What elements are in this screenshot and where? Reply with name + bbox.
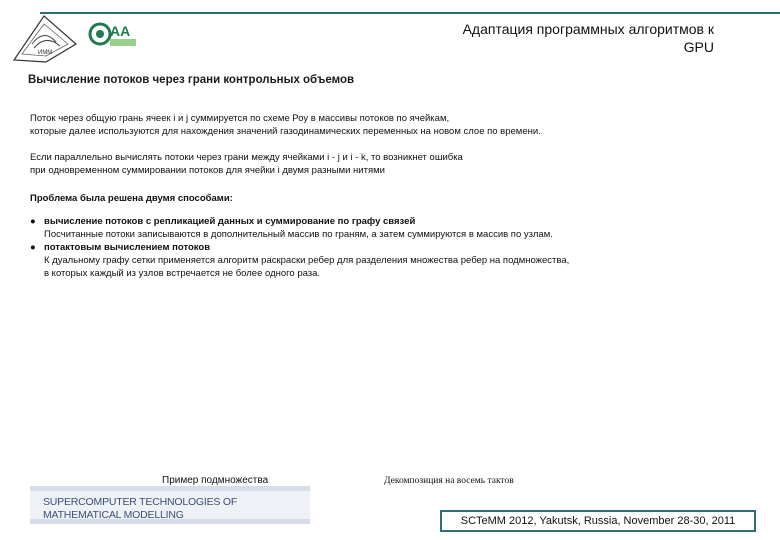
caption-subset-example: Пример подмножества: [162, 475, 269, 486]
paragraph-line: которые далее используются для нахождения значений газодинамических переменных на новом слое по времени.: [30, 126, 541, 137]
paragraph-race-condition: [30, 151, 750, 177]
logo1-text: ИММ: [38, 50, 53, 56]
method-title: вычисление потоков с репликацией данных и суммирование по графу связей: [44, 216, 416, 227]
problem-heading: Проблема была решена двумя способами:: [30, 193, 233, 204]
list-item: [30, 215, 750, 241]
methods-list: [30, 215, 750, 280]
bullet-icon: ●: [30, 216, 36, 227]
conference-badge: SCTeMM 2012, Yakutsk, Russia, November 28-30, 2011: [440, 510, 756, 532]
caption-decomposition: Декомпозиция на восемь тактов: [384, 476, 514, 486]
header-rule: [40, 12, 780, 14]
method-title: потактовым вычислением потоков: [44, 242, 211, 253]
footer-logo-line-1: SUPERCOMPUTER TECHNOLOGIES OF: [43, 496, 238, 508]
slide-title: [314, 20, 714, 56]
method-description: в которых каждый из узлов встречается не более одного раза.: [44, 268, 321, 279]
footer-logo-text: [43, 496, 237, 522]
paragraph-line: при одновременном суммировании потоков для ячейки i двумя разными нитями: [30, 165, 385, 176]
title-line-1: Адаптация программных алгоритмов к: [462, 21, 714, 37]
aa-logo: [88, 18, 140, 50]
bullet-icon: ●: [30, 242, 36, 253]
paragraph-line: Если параллельно вычислять потоки через грани между ячейками i - j и i - k, то возникнет ошибка: [30, 152, 463, 163]
institute-logo: [10, 14, 80, 64]
paragraph-roe-scheme: [30, 112, 750, 138]
paragraph-line: Поток через общую грань ячеек i и j суммируется по схеме Роу в массивы потоков по ячейкам,: [30, 113, 450, 124]
method-description: Посчитанные потоки записываются в дополнительный массив по граням, а затем суммируются в массив по узлам.: [44, 229, 553, 240]
title-line-2: GPU: [683, 39, 714, 55]
list-item: [30, 241, 750, 280]
method-description: К дуальному графу сетки применяется алгоритм раскраски ребер для разделения множества ребер на подмножества,: [44, 255, 570, 266]
footer-logo-line-2: MATHEMATICAL MODELLING: [43, 509, 184, 521]
logo2-text: AA: [110, 23, 131, 39]
section-subtitle: Вычисление потоков через грани контрольных объемов: [28, 74, 355, 86]
